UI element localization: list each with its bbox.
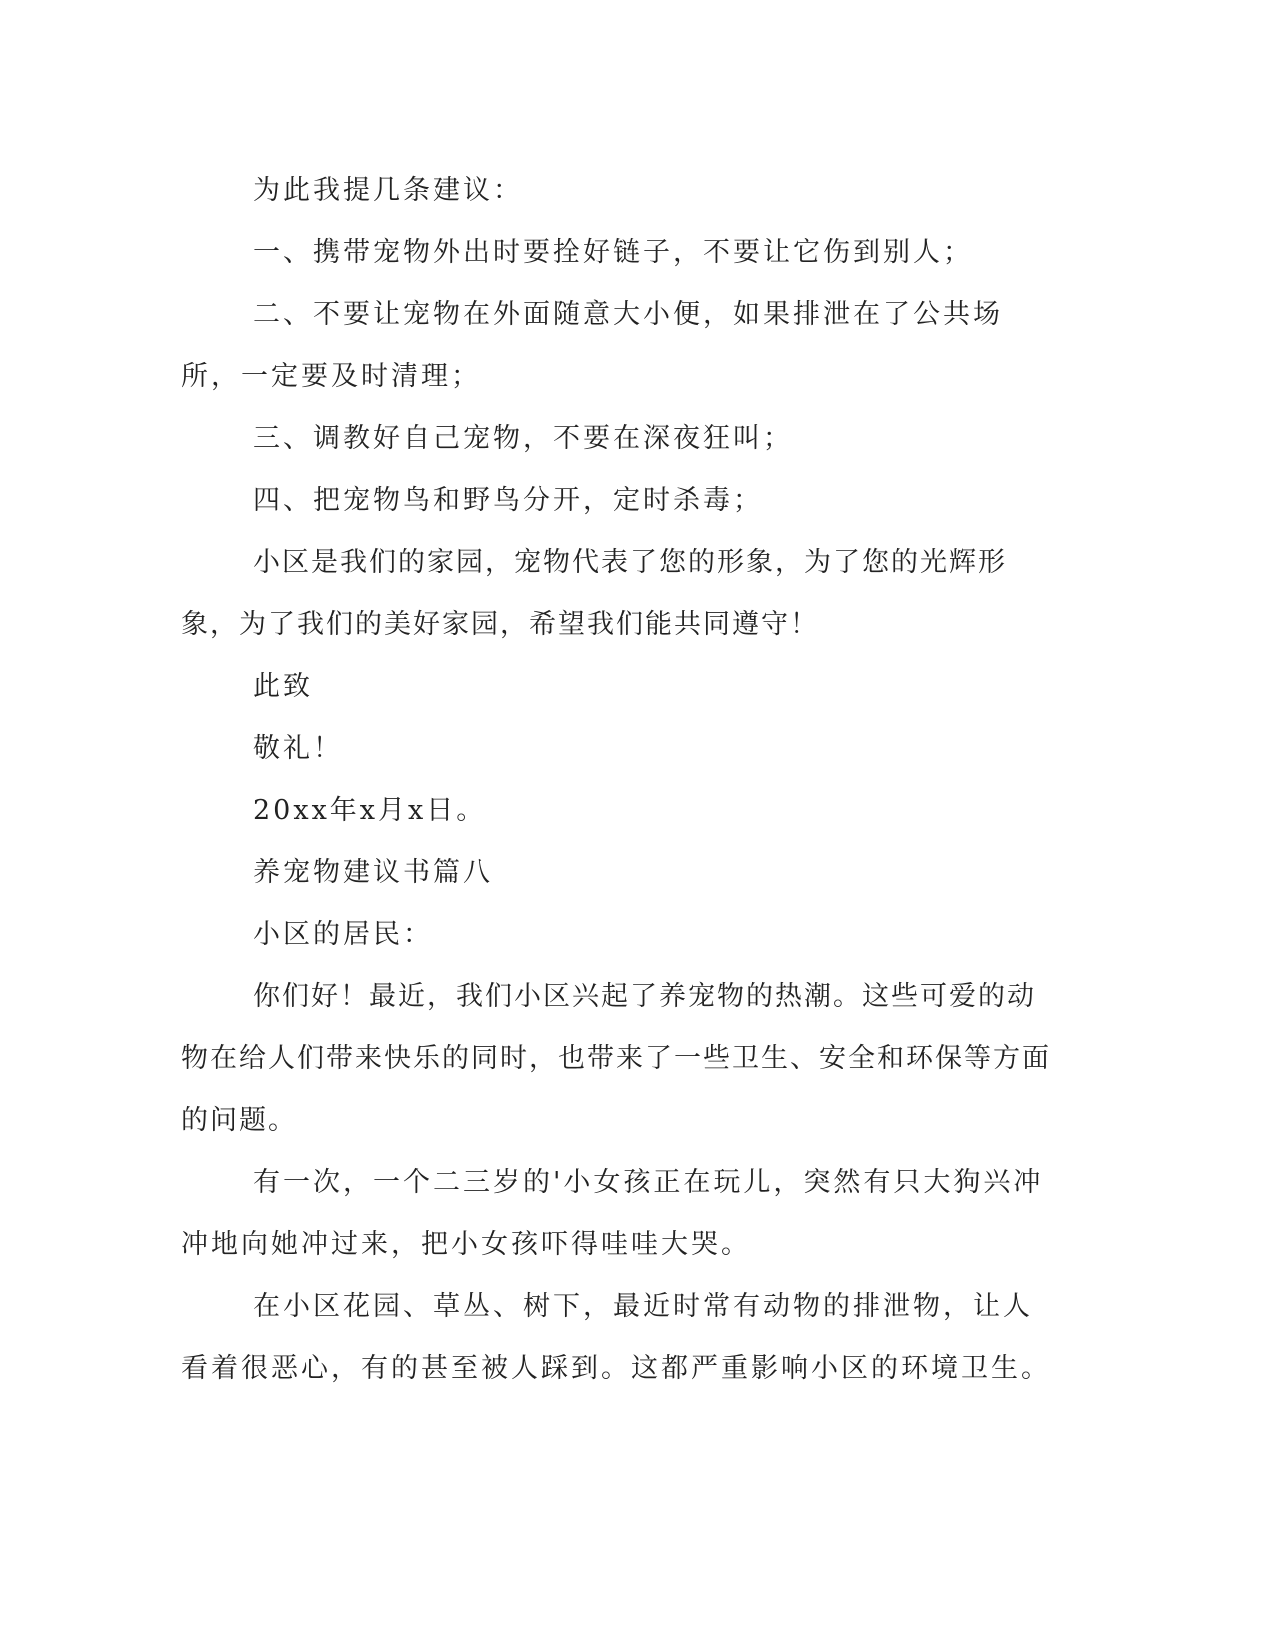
letter-date: 20xx年x月x日。 — [253, 795, 487, 826]
document-body — [181, 160, 1061, 1400]
paragraph-suggestion-2: 二、不要让宠物在外面随意大小便，如果排泄在了公共场所，一定要及时清理； — [181, 299, 1003, 392]
paragraph-closing-appeal: 小区是我们的家园，宠物代表了您的形象，为了您的光辉形象，为了我们的美好家园，希望我们能共同遵守！ — [181, 547, 1007, 640]
paragraph-hygiene: 在小区花园、草丛、树下，最近时常有动物的排泄物，让人看着很恶心，有的甚至被人踩到。这都严重影响小区的环境卫生。 — [181, 1291, 1051, 1384]
salutation-jingli: 敬礼！ — [253, 733, 343, 764]
paragraph-suggestions-intro: 为此我提几条建议： — [253, 175, 523, 206]
paragraph-introduction: 你们好！最近，我们小区兴起了养宠物的热潮。这些可爱的动物在给人们带来快乐的同时，也带来了一些卫生、安全和环保等方面的问题。 — [181, 981, 1051, 1136]
paragraph-suggestion-1: 一、携带宠物外出时要拴好链子，不要让它伤到别人； — [253, 237, 973, 268]
paragraph-suggestion-3: 三、调教好自己宠物，不要在深夜狂叫； — [253, 423, 793, 454]
letter-greeting: 小区的居民： — [253, 919, 433, 950]
paragraph-incident: 有一次，一个二三岁的'小女孩正在玩儿，突然有只大狗兴冲冲地向她冲过来，把小女孩吓得哇哇大哭。 — [181, 1167, 1044, 1260]
paragraph-suggestion-4: 四、把宠物鸟和野鸟分开，定时杀毒； — [253, 485, 763, 516]
section-heading: 养宠物建议书篇八 — [253, 857, 493, 888]
salutation-cizhi: 此致 — [253, 671, 313, 702]
